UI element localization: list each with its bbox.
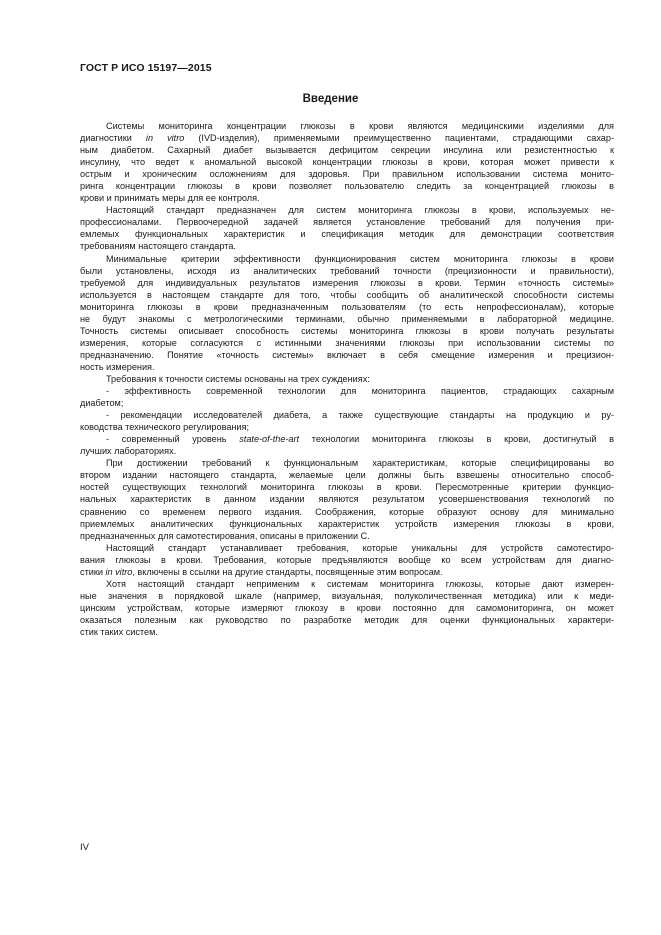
- paragraph: [80, 253, 614, 373]
- paragraph: [80, 409, 614, 433]
- paragraph: [80, 373, 614, 385]
- paragraph: [80, 204, 614, 252]
- page-number: IV: [80, 842, 89, 853]
- text-line: [80, 240, 614, 252]
- text-line: [80, 493, 614, 505]
- text-line: [80, 397, 614, 409]
- text-line: [80, 385, 614, 397]
- text-line: [80, 590, 614, 602]
- paragraph: [80, 385, 614, 409]
- text-line: [80, 578, 614, 590]
- text-segment: , включены в ссылки на другие стандарты, посвященные этим вопросам.: [132, 566, 443, 577]
- text-segment: ринга концентрации глюкозы в крови позволяет пользователю следить за концентрацией глюкозы в: [80, 181, 614, 192]
- text-segment: Настоящий стандарт устанавливает требования, которые уникальны для устройств самотестиро-: [106, 542, 614, 553]
- text-line: [80, 445, 614, 457]
- text-segment: стики: [80, 566, 106, 577]
- text-segment: Требования к точности системы основаны на трех суждениях:: [106, 373, 370, 384]
- text-segment: были установлены, исходя из аналитических требований точности (прецизионности и правильности),: [80, 265, 614, 276]
- paragraph: [80, 457, 614, 541]
- text-segment: ководства технического регулирования;: [80, 422, 250, 433]
- text-segment: оказаться полезным как руководство по разработке методик для оценки функциональных характери-: [80, 614, 614, 625]
- text-line: [80, 530, 614, 542]
- text-segment: Хотя настоящий стандарт неприменим к системам мониторинга глюкозы, которые дают измерен-: [106, 578, 614, 589]
- text-line: [80, 506, 614, 518]
- text-line: [80, 156, 614, 168]
- text-segment: лучших лабораториях.: [80, 446, 177, 457]
- text-segment: вания глюкозы в крови. Требования, которые предъявляются вообще ко всем устройствам для диагно-: [80, 554, 614, 565]
- text-segment: нальных характеристик в данном издании являются результатом усовершенствования технологий по: [80, 494, 614, 505]
- text-segment: емлемых функциональных характеристик и спецификация методик для демонстрации соответствия: [80, 229, 614, 240]
- text-segment: Настоящий стандарт предназначен для систем мониторинга глюкозы в крови, используемых не-: [106, 205, 614, 216]
- text-segment: Точность системы описывает способность системы мониторинга глюкозы в крови получать результаты: [80, 325, 614, 336]
- text-segment: цинским устройствам, которые измеряют глюкозу в крови постоянно для самомониторинга, он может: [80, 602, 614, 613]
- italic-term: state-of-the-art: [239, 434, 300, 445]
- text-line: [80, 253, 614, 265]
- text-segment: инсулину, что ведет к аномальной высокой концентрации глюкозы в крови, которая может привести к: [80, 157, 614, 168]
- text-line: [80, 120, 614, 132]
- italic-term: in vitro: [145, 133, 185, 144]
- text-line: [80, 409, 614, 421]
- text-line: [80, 626, 614, 638]
- text-segment: измерения, которые согласуются с истинными значениями глюкозы при использовании системы по: [80, 337, 614, 348]
- text-line: [80, 132, 614, 144]
- text-line: [80, 349, 614, 361]
- text-segment: технологии мониторинга глюкозы в крови, достигнутый в: [299, 434, 614, 445]
- paragraph: [80, 542, 614, 578]
- text-line: [80, 216, 614, 228]
- text-line: [80, 337, 614, 349]
- italic-term: in vitro: [105, 566, 133, 577]
- text-line: [80, 277, 614, 289]
- text-segment: (IVD-изделия), применяемыми преимущественно пациентами, страдающими сахар-: [184, 133, 614, 144]
- text-segment: Системы мониторинга концентрации глюкозы в крови являются медицинскими изделиями для: [106, 121, 614, 131]
- text-line: [80, 265, 614, 277]
- text-line: [80, 325, 614, 337]
- text-line: [80, 373, 614, 385]
- text-segment: требованиям настоящего стандарта.: [80, 241, 236, 252]
- text-line: [80, 361, 614, 373]
- text-segment: приемлемых аналитических функциональных характеристик устройств измерения глюкозы в крови,: [80, 518, 614, 529]
- text-segment: мониторинга глюкозы в крови предназначенным пользователям (то есть непрофессионалам), которые: [80, 301, 614, 312]
- text-line: [80, 289, 614, 301]
- text-segment: не будут знакомы с метрологическими терминами, обычно применяемыми в лабораторной медицине.: [80, 313, 614, 324]
- text-line: [80, 313, 614, 325]
- text-line: [80, 180, 614, 192]
- text-line: [80, 433, 614, 445]
- text-segment: ность измерения.: [80, 361, 155, 372]
- text-segment: ным диабетом. Сахарный диабет вызывается дефицитом секреции инсулина или резистентностью к: [80, 145, 614, 156]
- text-segment: предназначенных для самотестирования, описаны в приложении С.: [80, 530, 370, 541]
- text-segment: крови и принимать меры для ее контроля.: [80, 193, 260, 204]
- text-line: [80, 518, 614, 530]
- text-line: [80, 192, 614, 204]
- text-segment: стик таких систем.: [80, 626, 158, 637]
- text-line: [80, 554, 614, 566]
- document-header-standard: ГОСТ Р ИСО 15197—2015: [80, 62, 212, 74]
- text-line: [80, 602, 614, 614]
- text-segment: острым и хроническим осложнениям для здоровья. При правильном использовании система монито-: [80, 169, 614, 180]
- paragraph: [80, 578, 614, 638]
- text-segment: диагностики: [80, 133, 146, 144]
- text-segment: - рекомендации исследователей диабета, а также существующие стандарты на продукцию и ру-: [106, 410, 614, 421]
- text-line: [80, 204, 614, 216]
- text-line: [80, 469, 614, 481]
- text-segment: - современный уровень: [106, 434, 240, 445]
- text-line: [80, 481, 614, 493]
- text-segment: Минимальные критерии эффективности функционирования систем мониторинга глюкозы в крови: [106, 253, 614, 264]
- text-segment: втором издании настоящего стандарта, желаемые цели должны быть взвешены относительно способ-: [80, 470, 614, 481]
- text-segment: ностей существующих технологий мониторинга глюкозы в крови. Пересмотренные критерии функцио-: [80, 482, 614, 493]
- text-segment: При достижении требований к функциональным характеристикам, которые специфицированы во: [106, 458, 614, 469]
- text-segment: диабетом;: [80, 398, 124, 409]
- text-line: [80, 228, 614, 240]
- paragraph: [80, 120, 614, 204]
- text-line: [80, 168, 614, 180]
- text-segment: профессионалами. Первоочередной задачей является установление требований для получения при-: [80, 217, 614, 228]
- text-line: [80, 457, 614, 469]
- text-segment: - эффективность современной технологии для мониторинга пациентов, страдающих сахарным: [106, 386, 614, 397]
- body-text: [80, 120, 614, 638]
- text-line: [80, 566, 614, 578]
- text-segment: предназначению. Понятие «точность системы» включает в себя смещение измерения и прецизион-: [80, 349, 614, 360]
- text-line: [80, 301, 614, 313]
- text-segment: сравнению со временем первого издания. Соображения, которые образуют основу для минимально: [80, 506, 614, 517]
- text-line: [80, 614, 614, 626]
- text-segment: ные значения в порядковой шкале (например, визуальная, полуколичественная методика) или к меди-: [80, 590, 614, 601]
- text-line: [80, 421, 614, 433]
- paragraph: [80, 433, 614, 457]
- text-segment: используется в настоящем стандарте для того, чтобы сообщить об аналитической способности системы: [80, 289, 614, 300]
- text-line: [80, 542, 614, 554]
- text-segment: требуемой для индивидуальных результатов измерения глюкозы в крови. Термин «точность системы»: [80, 277, 614, 288]
- section-title: Введение: [302, 93, 359, 105]
- text-line: [80, 144, 614, 156]
